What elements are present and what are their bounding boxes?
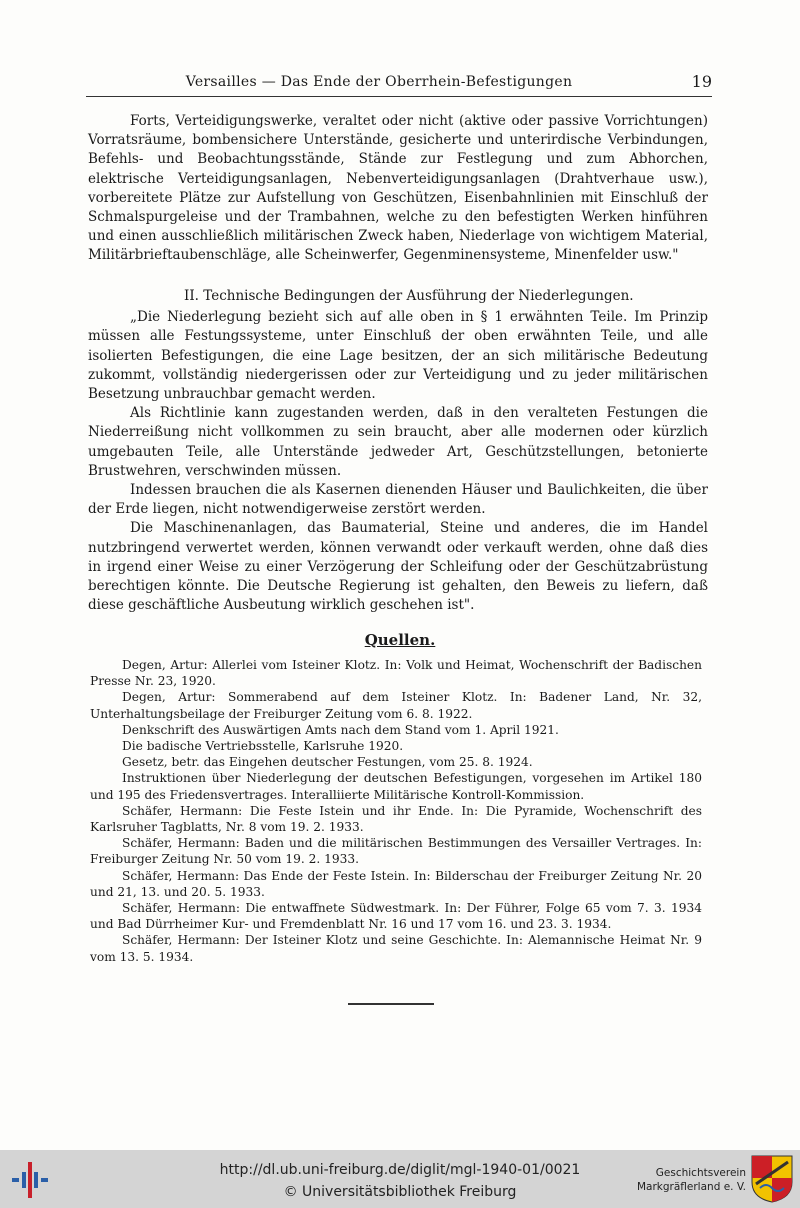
running-head: Versailles — Das Ende der Oberrhein-Befestigungen bbox=[185, 74, 573, 90]
source-entry: Schäfer, Hermann: Der Isteiner Klotz und seine Geschichte. In: Alemannische Heimat Nr. 9 vom 13. 5. 1934. bbox=[90, 933, 702, 964]
section-heading: II. Technische Bedingungen der Ausführung der Niederlegungen. bbox=[184, 288, 634, 304]
sources-list bbox=[90, 657, 702, 965]
end-rule bbox=[348, 1003, 434, 1005]
source-entry: Degen, Artur: Sommerabend auf dem Isteiner Klotz. In: Badener Land, Nr. 32, Unterhaltungsbeilage der Freiburger Zeitung vom 6. 8. 1922. bbox=[90, 690, 702, 721]
society-name-line: Geschichtsverein bbox=[655, 1167, 746, 1179]
source-entry: Schäfer, Hermann: Die entwaffnete Südwestmark. In: Der Führer, Folge 65 vom 7. 3. 1934 und Bad Dürrheimer Kur- und Fremdenblatt Nr. 16 und 17 vom 16. und 23. 3. 1934. bbox=[90, 901, 702, 932]
source-entry: Degen, Artur: Allerlei vom Isteiner Klotz. In: Volk und Heimat, Wochenschrift der Badischen Presse Nr. 23, 1920. bbox=[90, 658, 702, 689]
page-number: 19 bbox=[691, 72, 712, 91]
document-url-link[interactable]: http://dl.ub.uni-freiburg.de/diglit/mgl-1940-01/0021 bbox=[219, 1162, 581, 1178]
source-entry: Die badische Vertriebsstelle, Karlsruhe 1920. bbox=[122, 739, 404, 754]
society-name-line: Markgräflerland e. V. bbox=[636, 1181, 746, 1193]
source-entry: Denkschrift des Auswärtigen Amts nach dem Stand vom 1. April 1921. bbox=[122, 722, 559, 737]
footer-bar bbox=[0, 1150, 800, 1208]
source-entry: Instruktionen über Niederlegung der deutschen Befestigungen, vorgesehen im Artikel 180 und 195 des Friedensvertrages. Interalliierte Militärische Kontroll-Kommission. bbox=[90, 771, 702, 802]
source-entry: Schäfer, Hermann: Baden und die militärischen Bestimmungen des Versailler Vertrages. In: Freiburger Zeitung Nr. 50 vom 19. 2. 1933. bbox=[90, 836, 702, 867]
markgraeflerland-crest-icon bbox=[750, 1154, 794, 1204]
source-entry: Schäfer, Hermann: Die Feste Istein und ihr Ende. In: Die Pyramide, Wochenschrift des Karlsruher Tagblatts, Nr. 8 vom 19. 2. 1933. bbox=[90, 803, 702, 835]
quote-block bbox=[88, 112, 708, 266]
section-paragraph: „Die Niederlegung bezieht sich auf alle oben in § 1 erwähnten Teile. Im Prinzip müssen alle Festungssysteme, unter Einschluß der oben erwähnten Teile, und alle isolierten Befestigungen, die eine Lage besitzen, der an sich militärische Bedeutung zukommt, vollständig niedergerissen oder zur Verteidigung und zu jeder militärischen Besetzung unbrauchbar gemacht werden. bbox=[88, 309, 708, 403]
source-entry: Schäfer, Hermann: Das Ende der Feste Istein. In: Bilderschau der Freiburger Zeitung Nr. 20 und 21, 13. und 20. 5. 1933. bbox=[90, 868, 702, 899]
section-paragraph: Als Richtlinie kann zugestanden werden, daß in den veralteten Festungen die Niederreißung nicht vollkommen zu sein braucht, aber alle modernen oder kürzlich umgebauten Teile, alle Unterstände jedweder Art, Geschützstellungen, betonierte Brustwehren, verschwinden müssen. bbox=[88, 405, 708, 479]
sources-title: Quellen. bbox=[364, 631, 436, 649]
source-entry: Gesetz, betr. das Eingehen deutscher Festungen, vom 25. 8. 1924. bbox=[122, 755, 533, 770]
society-name bbox=[612, 1166, 746, 1194]
page-header bbox=[86, 72, 712, 97]
quote-paragraph: Forts, Verteidigungswerke, veraltet oder nicht (aktive oder passive Vorrichtungen) Vorratsräume, bombensichere Unterstände, gesicherte und unterirdische Verbindungen, Befehls- und Beobachtungsstände, Stände zur Festlegung und zum Abhorchen, elektrische Verteidigungsanlagen, Nebenverteidigungsanlagen (Drahtverhaue usw.), vorbereitete Plätze zur Aufstellung von Geschützen, Eisenbahnlinien mit Einschluß der Schmalspurgeleise und der Trambahnen, welche zu den befestigten Werken hinführen und einen ausschließlich militärischen Zweck haben, Niederlage von wichtigem Material, Militärbrieftaubenschläge, alle Scheinwerfer, Gegenminensysteme, Minenfelder usw." bbox=[88, 113, 708, 264]
section-paragraph: Die Maschinenanlagen, das Baumaterial, Steine und anderes, die im Handel nutzbringend verwertet werden, können verwandt oder verkauft werden, ohne daß dies in irgend einer Weise zu einer Verzögerung der Schleifung oder der Geschützabrüstung berechtigen könnte. Die Deutsche Regierung ist gehalten, den Beweis zu liefern, daß diese geschäftliche Ausbeutung wirklich geschehen ist". bbox=[88, 520, 708, 614]
copyright-text: © Universitätsbibliothek Freiburg bbox=[283, 1184, 517, 1200]
section-paragraph: Indessen brauchen die als Kasernen dienenden Häuser und Baulichkeiten, die über der Erde liegen, nicht notwendigerweise zerstört werden. bbox=[88, 482, 708, 518]
section-2 bbox=[88, 287, 708, 615]
